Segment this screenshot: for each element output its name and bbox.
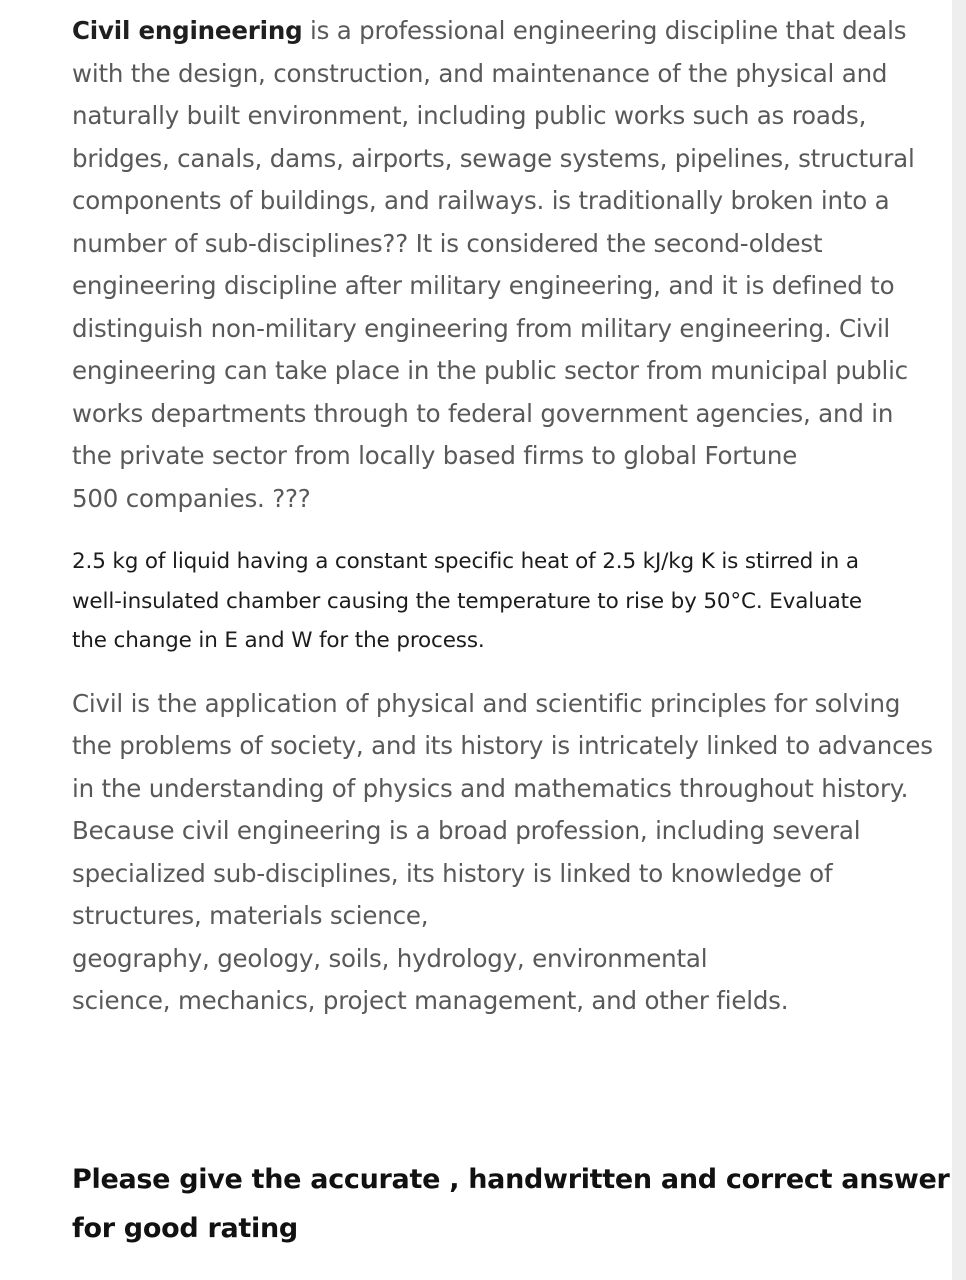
paragraph-line: 500 companies. ??? [72, 483, 311, 513]
paragraph-line: works departments through to federal government agencies, and in [72, 398, 894, 428]
paragraph-line: bridges, canals, dams, airports, sewage systems, pipelines, structural [72, 143, 915, 173]
paragraph-line: distinguish non-military engineering from military engineering. Civil [72, 313, 891, 343]
paragraph-line: geography, geology, soils, hydrology, environmental [72, 943, 708, 973]
note-line: for good rating [72, 1213, 298, 1244]
request-note [72, 1155, 950, 1253]
paragraph-line: specialized sub-disciplines, its history is linked to knowledge of [72, 858, 833, 888]
question-line: 2.5 kg of liquid having a constant specific heat of 2.5 kJ/kg K is stirred in a [72, 549, 859, 574]
civil-engineering-paragraph [72, 10, 915, 520]
paragraph-line: engineering can take place in the public sector from municipal public [72, 356, 908, 385]
document-body [72, 10, 933, 1023]
paragraph-line: Because civil engineering is a broad profession, including several [72, 816, 861, 845]
civil-history-paragraph [72, 683, 933, 1023]
paragraph-line: the private sector from locally based firms to global Fortune [72, 441, 798, 470]
question-line: well-insulated chamber causing the temperature to rise by 50°C. Evaluate [72, 588, 862, 614]
note-line: Please give the accurate , handwritten and correct answer [72, 1164, 950, 1195]
paragraph-line: the problems of society, and its history is intricately linked to advances [72, 731, 933, 760]
paragraph-line: Civil engineering is a professional engineering discipline that deals [72, 16, 907, 45]
paragraph-line: Civil is the application of physical and scientific principles for solving [72, 688, 901, 718]
paragraph-line: in the understanding of physics and mathematics throughout history. [72, 773, 909, 803]
paragraph-line: structures, materials science, [72, 901, 429, 930]
paragraph-line: naturally built environment, including public works such as roads, [72, 101, 867, 130]
paragraph-line: with the design, construction, and maintenance of the physical and [72, 58, 888, 88]
question-line: the change in E and W for the process. [72, 628, 485, 653]
paragraph-line: engineering discipline after military engineering, and it is defined to [72, 271, 895, 300]
paragraph-line: science, mechanics, project management, and other fields. [72, 986, 789, 1015]
scrollbar-track[interactable] [952, 0, 966, 1280]
paragraph-line: number of sub-disciplines?? It is considered the second-oldest [72, 228, 823, 258]
question-paragraph [72, 542, 892, 661]
bold-term: Civil engineering [72, 16, 303, 45]
paragraph-line: components of buildings, and railways. is traditionally broken into a [72, 186, 890, 215]
